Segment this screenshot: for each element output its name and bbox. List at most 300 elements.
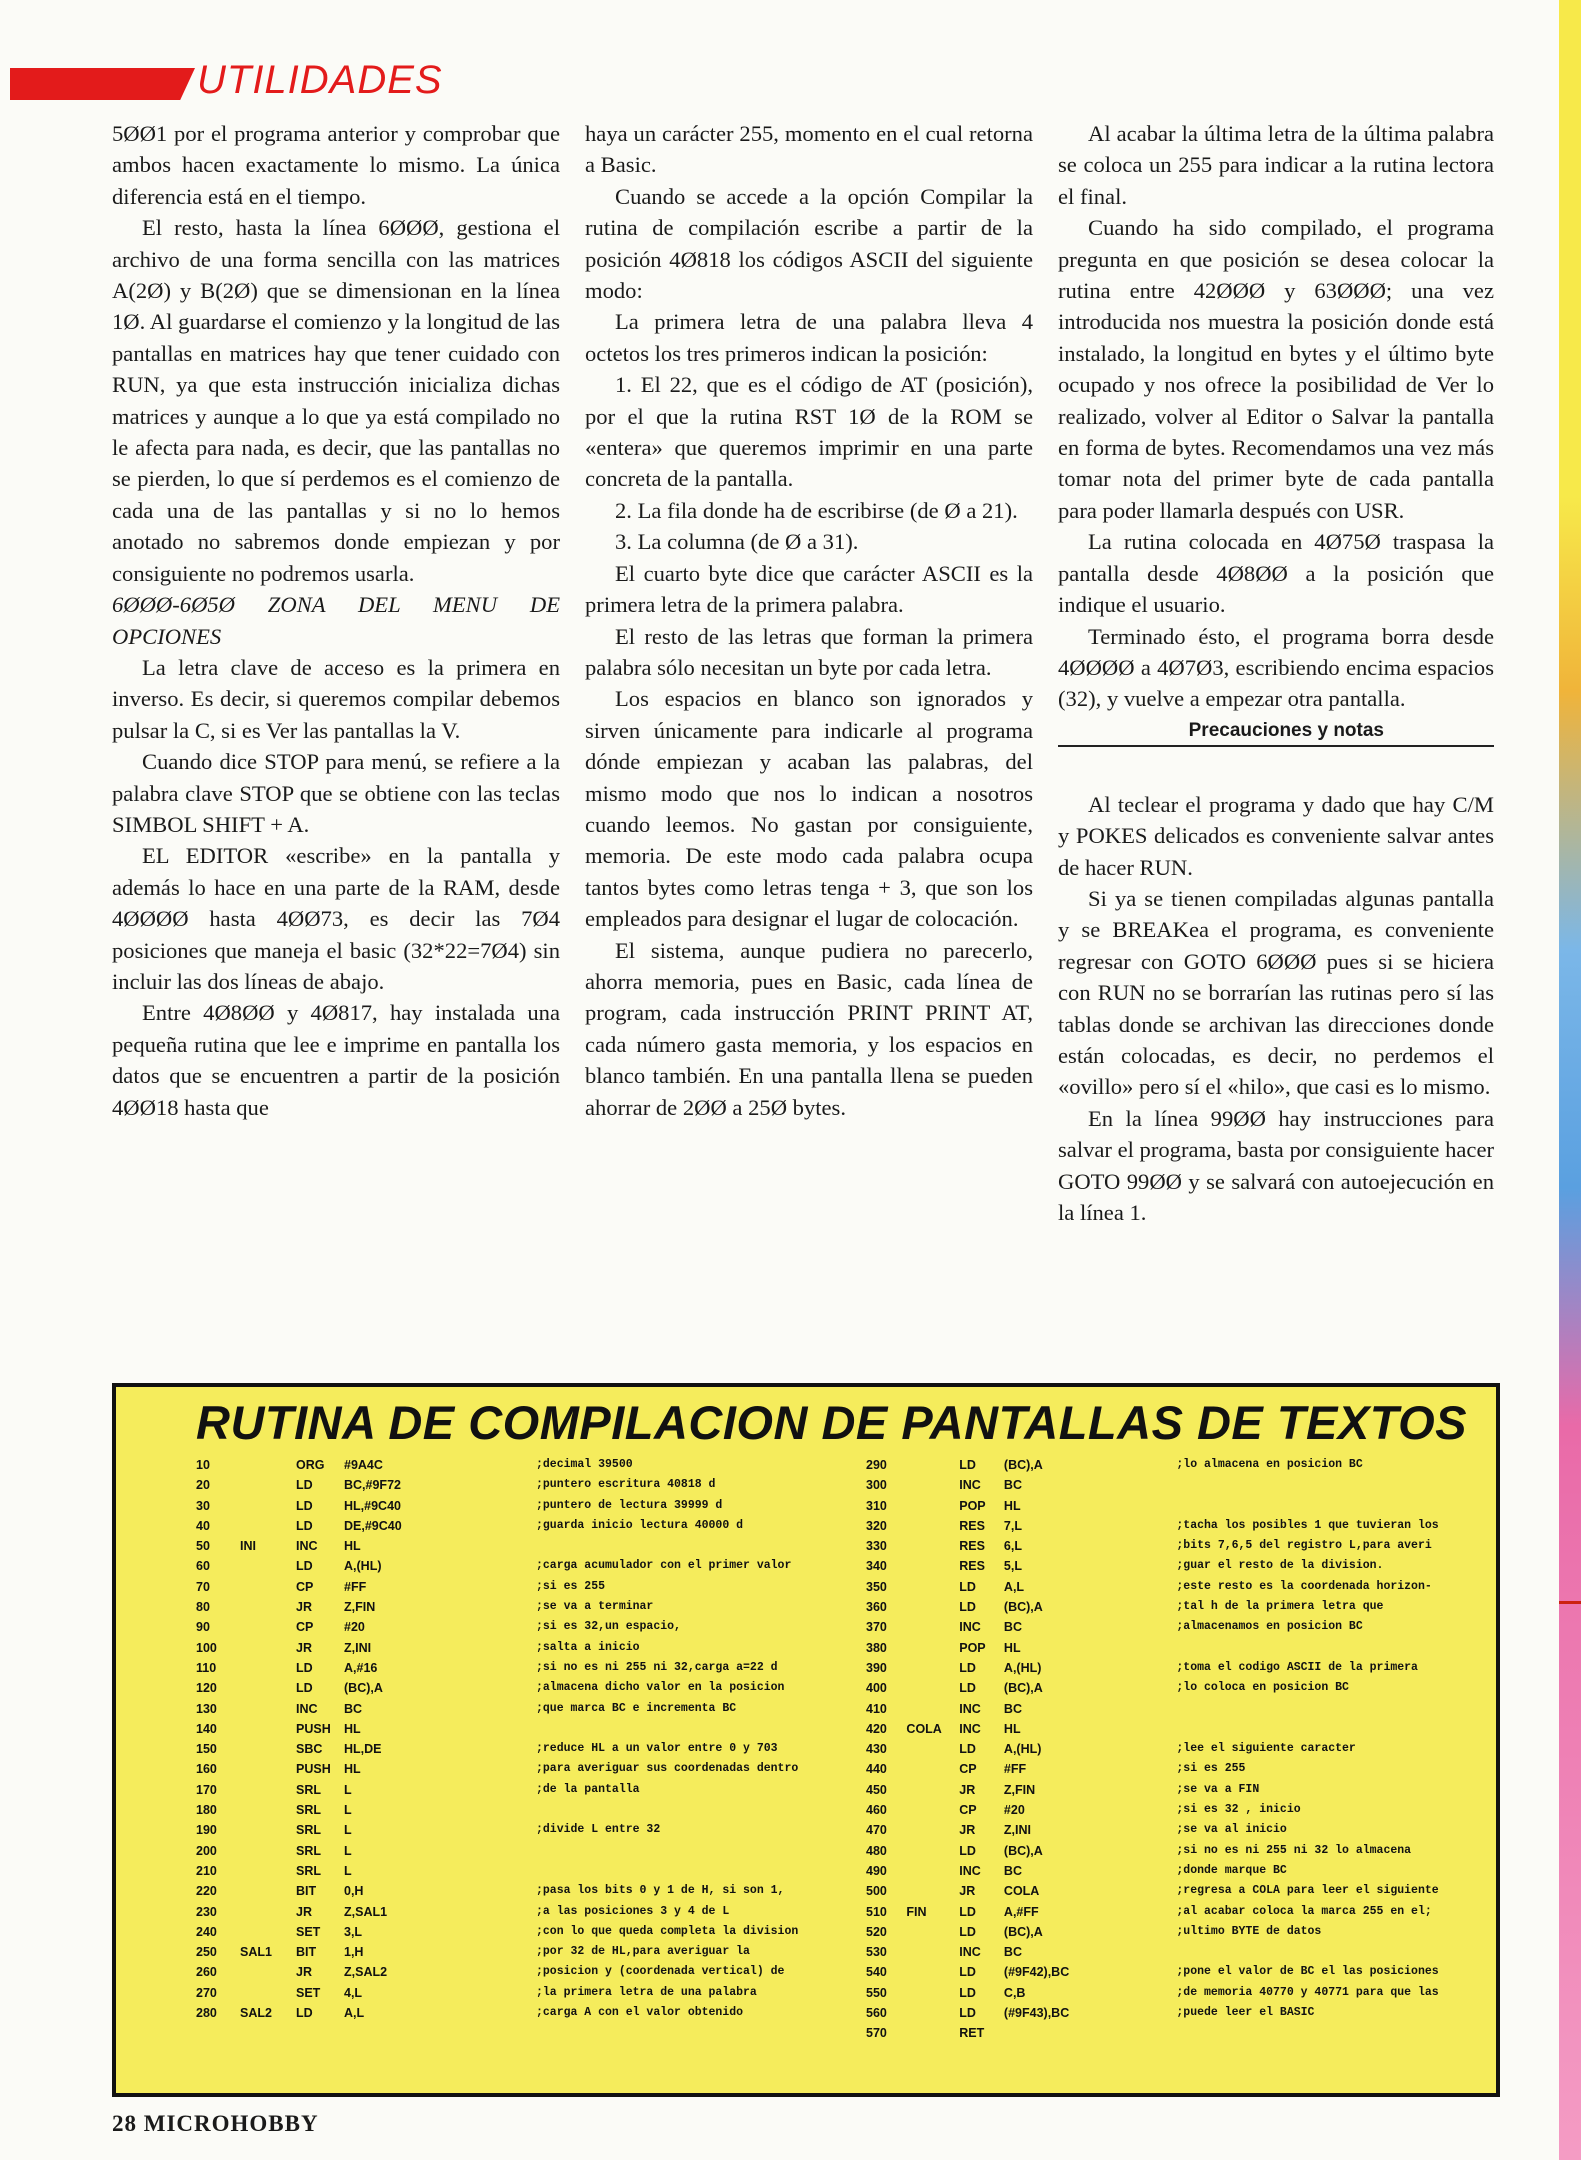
line-number: 350: [866, 1579, 887, 1594]
opcode: LD: [959, 1965, 976, 1980]
opcode: INC: [296, 1701, 318, 1716]
text-column-3: [1058, 118, 1494, 1228]
comment: ;puntero de lectura 39999 d: [536, 1498, 723, 1512]
page-edge-mark: [1559, 1601, 1581, 1604]
code-line: [866, 2023, 1496, 2043]
paragraph: Cuando dice STOP para menú, se refiere a la palabra clave STOP que se obtiene con las teclas SIMBOL SHIFT + A.: [112, 749, 560, 837]
operand: L: [344, 1843, 352, 1858]
code-line: [196, 1841, 866, 1861]
operand: 5,L: [1003, 1559, 1022, 1574]
comment: [536, 1841, 866, 1861]
line-number: 340: [866, 1559, 887, 1574]
comment: ;reduce HL a un valor entre 0 y 703: [536, 1742, 778, 1756]
paragraph: Si ya se tienen compiladas algunas pantalla y se BREAKea el programa, es conveniente regresar con GOTO 6ØØØ pues si se hiciera con RUN no se borrarían las rutinas pero sí las tablas donde se archivan las direcciones donde están colocadas, es decir, no perdemos el «ovillo» pero sí el «hilo», que casi es lo mismo.: [1058, 885, 1494, 1100]
comment: ;por 32 de HL,para averiguar la: [536, 1945, 750, 1959]
label: FIN: [906, 1904, 927, 1919]
comment: ;si es 32,un espacio,: [536, 1620, 681, 1634]
code-line: [196, 1922, 866, 1942]
line-number: 150: [196, 1742, 217, 1757]
operand: 6,L: [1003, 1539, 1022, 1554]
label: [906, 1699, 959, 1719]
label: [906, 1739, 959, 1759]
operand: DE,#9C40: [344, 1518, 402, 1533]
operand: #20: [344, 1620, 365, 1635]
code-line: [196, 1881, 866, 1901]
code-line: [866, 1922, 1496, 1942]
comment: [1176, 1496, 1496, 1516]
code-line: [866, 1638, 1496, 1658]
opcode: LD: [296, 1660, 313, 1675]
paragraph: 5ØØ1 por el programa anterior y comprobar que ambos hacen exactamente lo mismo. La única diferencia está en el tiempo.: [112, 121, 560, 209]
label: [906, 1922, 959, 1942]
code-line: [196, 1516, 866, 1536]
code-line: [866, 1455, 1496, 1475]
label: [906, 1516, 959, 1536]
label: [906, 1496, 959, 1516]
opcode: CP: [296, 1579, 314, 1594]
comment: [1176, 1719, 1496, 1739]
comment: ;guar el resto de la division.: [1176, 1559, 1384, 1573]
line-number: 50: [196, 1539, 210, 1554]
opcode: LD: [296, 2006, 313, 2021]
line-number: 330: [866, 1539, 887, 1554]
label: [240, 1455, 296, 1475]
label: [240, 1759, 296, 1779]
line-number: 460: [866, 1803, 887, 1818]
paragraph: 2. La fila donde ha de escribirse (de Ø a 21).: [615, 497, 1018, 523]
opcode: LD: [959, 1924, 976, 1939]
code-line: [196, 1759, 866, 1779]
label: SAL1: [240, 1945, 272, 1960]
label: [240, 1881, 296, 1901]
label: [240, 1678, 296, 1698]
label: [240, 1820, 296, 1840]
opcode: LD: [296, 1498, 313, 1513]
label: [240, 1861, 296, 1881]
operand: HL: [344, 1721, 361, 1736]
code-line: [866, 1841, 1496, 1861]
opcode: SRL: [296, 1782, 321, 1797]
comment: ;bits 7,6,5 del registro L,para averi: [1176, 1539, 1432, 1553]
operand: A,(HL): [1003, 1742, 1042, 1757]
line-number: 80: [196, 1600, 210, 1615]
code-line: [196, 1475, 866, 1495]
opcode: INC: [959, 1620, 981, 1635]
label: [906, 1983, 959, 2003]
operand: #20: [1003, 1803, 1025, 1818]
operand: BC,#9F72: [344, 1478, 401, 1493]
code-line: [866, 1861, 1496, 1881]
comment: ;carga A con el valor obtenido: [536, 2006, 744, 2020]
opcode: RES: [959, 1559, 985, 1574]
operand: A,(HL): [344, 1559, 382, 1574]
comment: ;de la pantalla: [536, 1782, 640, 1796]
opcode: BIT: [296, 1945, 317, 1960]
line-number: 140: [196, 1721, 217, 1736]
opcode: JR: [296, 1640, 312, 1655]
line-number: 100: [196, 1640, 217, 1655]
code-line: [866, 1516, 1496, 1536]
operand: 0,H: [344, 1884, 364, 1899]
label: [906, 1658, 959, 1678]
label: [240, 1556, 296, 1576]
opcode: SET: [296, 1985, 321, 2000]
code-line: [866, 1962, 1496, 1982]
line-number: 10: [196, 1458, 210, 1472]
comment: [536, 1536, 866, 1556]
code-line: [866, 2003, 1496, 2023]
comment: ;toma el codigo ASCII de la primera: [1176, 1660, 1418, 1674]
label: [906, 1536, 959, 1556]
comment: ;posicion y (coordenada vertical) de: [536, 1965, 785, 1979]
opcode: ORG: [296, 1458, 325, 1472]
operand: A,#FF: [1003, 1904, 1039, 1919]
subheading: Precauciones y notas: [1058, 717, 1494, 747]
label: [906, 2023, 959, 2043]
operand: HL: [1003, 1721, 1021, 1736]
label: [240, 1597, 296, 1617]
label: [906, 2003, 959, 2023]
line-number: 20: [196, 1478, 210, 1493]
comment: ;regresa a COLA para leer el siguiente: [1176, 1884, 1439, 1898]
line-number: 510: [866, 1904, 887, 1919]
page-edge-color-strip: [1559, 0, 1581, 2160]
comment: ;tal h de la primera letra que: [1176, 1600, 1384, 1614]
label: [240, 1983, 296, 2003]
operand: A,L: [344, 2006, 365, 2021]
opcode: POP: [959, 1640, 986, 1655]
comment: ;lo almacena en posicion BC: [1176, 1458, 1363, 1471]
label: COLA: [906, 1721, 942, 1736]
operand: 4,L: [344, 1985, 363, 2000]
opcode: LD: [959, 1843, 976, 1858]
line-number: 480: [866, 1843, 887, 1858]
comment: ;a las posiciones 3 y 4 de L: [536, 1904, 730, 1918]
label: [240, 1699, 296, 1719]
opcode: LD: [959, 1458, 976, 1472]
line-number: 410: [866, 1701, 887, 1716]
operand: A,#16: [344, 1660, 378, 1675]
opcode: SRL: [296, 1843, 321, 1858]
code-line: [866, 1577, 1496, 1597]
operand: BC: [1003, 1945, 1022, 1960]
opcode: CP: [959, 1803, 977, 1818]
line-number: 60: [196, 1559, 210, 1574]
comment: ;pone el valor de BC el las posiciones: [1176, 1965, 1439, 1979]
operand: HL,DE: [344, 1742, 382, 1757]
line-number: 40: [196, 1518, 210, 1533]
text-column-2: [585, 118, 1033, 1123]
opcode: CP: [959, 1762, 977, 1777]
label: SAL2: [240, 2006, 272, 2021]
opcode: JR: [959, 1782, 976, 1797]
comment: ;al acabar coloca la marca 255 en el;: [1176, 1904, 1432, 1918]
opcode: JR: [296, 1965, 312, 1980]
line-number: 360: [866, 1600, 887, 1615]
operand: L: [344, 1863, 352, 1878]
operand: BC: [1003, 1701, 1022, 1716]
operand: HL: [1003, 1498, 1021, 1513]
code-line: [196, 1577, 866, 1597]
code-line: [866, 1658, 1496, 1678]
code-line: [196, 1597, 866, 1617]
code-line: [196, 1496, 866, 1516]
comment: ;tacha los posibles 1 que tuvieran los: [1176, 1518, 1439, 1532]
comment: ;pasa los bits 0 y 1 de H, si son 1,: [536, 1884, 785, 1898]
comment: ;lee el siguiente caracter: [1176, 1742, 1356, 1756]
label: [906, 1455, 959, 1475]
code-line: [866, 1820, 1496, 1840]
operand: L: [344, 1803, 352, 1818]
line-number: 490: [866, 1863, 887, 1878]
paragraph: La rutina colocada en 4Ø75Ø traspasa la pantalla desde 4Ø8ØØ a la posición que indique el usuario.: [1058, 529, 1494, 618]
comment: ;divide L entre 32: [536, 1823, 661, 1837]
opcode: LD: [959, 1742, 976, 1757]
label: [240, 1902, 296, 1922]
comment: ;ultimo BYTE de datos: [1176, 1924, 1322, 1938]
code-line: [866, 1475, 1496, 1495]
comment: ;lo coloca en posicion BC: [1176, 1681, 1349, 1695]
opcode: INC: [959, 1945, 981, 1960]
operand: (#9F42),BC: [1003, 1965, 1070, 1980]
line-number: 160: [196, 1762, 217, 1777]
comment: ;salta a inicio: [536, 1640, 640, 1654]
comment: ;si no es ni 255 ni 32 lo almacena: [1176, 1843, 1412, 1857]
comment: ;puntero escritura 40818 d: [536, 1478, 716, 1492]
code-line: [866, 1597, 1496, 1617]
line-number: 240: [196, 1924, 217, 1939]
comment: [1176, 2023, 1496, 2043]
opcode: LD: [296, 1518, 313, 1533]
label: [240, 1638, 296, 1658]
operand: Z,INI: [1003, 1823, 1032, 1838]
operand: (BC),A: [1003, 1681, 1043, 1696]
code-line: [196, 1962, 866, 1982]
code-line: [196, 1678, 866, 1698]
code-line: [196, 1942, 866, 1962]
label: [906, 1841, 959, 1861]
comment: ;se va a terminar: [536, 1600, 654, 1614]
label: [240, 1617, 296, 1637]
comment: ;puede leer el BASIC: [1176, 2006, 1315, 2020]
label: [240, 1475, 296, 1495]
code-line: [196, 1739, 866, 1759]
text-column-1: [112, 118, 560, 1123]
line-number: 280: [196, 2006, 217, 2021]
comment: [536, 1800, 866, 1820]
operand: BC: [1003, 1863, 1022, 1878]
operand: (BC),A: [1003, 1843, 1043, 1858]
comment: [536, 1861, 866, 1881]
label: [906, 1678, 959, 1698]
paragraph: El resto de las letras que forman la primera palabra sólo necesitan un byte por cada letra.: [585, 623, 1033, 680]
operand: (#9F43),BC: [1003, 2006, 1070, 2021]
listing-title: RUTINA DE COMPILACION DE PANTALLAS DE TEXTOS: [196, 1396, 1468, 1449]
opcode: RES: [959, 1539, 985, 1554]
label: [240, 1496, 296, 1516]
label: [906, 1638, 959, 1658]
paragraph: El cuarto byte dice que carácter ASCII es la primera letra de la primera palabra.: [585, 560, 1033, 618]
code-line: [866, 1719, 1496, 1739]
label: [240, 1841, 296, 1861]
comment: [1176, 1475, 1496, 1495]
operand: A,(HL): [1003, 1660, 1042, 1675]
line-number: 540: [866, 1965, 887, 1980]
operand: L: [344, 1823, 352, 1838]
line-number: 570: [866, 2026, 887, 2041]
operand: (BC),A: [1003, 1924, 1043, 1939]
paragraph: Al acabar la última letra de la última palabra se coloca un 255 para indicar a la rutina lectora el final.: [1058, 121, 1494, 209]
code-line: [196, 1719, 866, 1739]
comment: ;para averiguar sus coordenadas dentro: [536, 1762, 799, 1776]
comment: [536, 1719, 866, 1739]
paragraph: Al teclear el programa y dado que hay C/M y POKES delicados es conveniente salvar antes de hacer RUN.: [1058, 791, 1494, 880]
paragraph: La primera letra de una palabra lleva 4 octetos los tres primeros indican la posición:: [585, 309, 1033, 366]
label: [906, 1617, 959, 1637]
label: [906, 1881, 959, 1901]
label: [906, 1800, 959, 1820]
line-number: 30: [196, 1498, 210, 1513]
operand: #FF: [344, 1579, 367, 1594]
line-number: 380: [866, 1640, 887, 1655]
opcode: SBC: [296, 1742, 323, 1757]
code-line: [866, 1496, 1496, 1516]
operand: 3,L: [344, 1924, 363, 1939]
label: [240, 1800, 296, 1820]
comment: [1176, 1638, 1496, 1658]
operand: Z,FIN: [1003, 1782, 1036, 1797]
comment: ;si es 255: [536, 1579, 606, 1593]
operand: #9A4C: [344, 1458, 383, 1472]
code-line: [866, 1942, 1496, 1962]
operand: [1004, 2023, 1176, 2043]
operand: HL: [344, 1762, 361, 1777]
opcode: LD: [959, 1660, 976, 1675]
line-number: 70: [196, 1579, 210, 1594]
opcode: SRL: [296, 1823, 321, 1838]
opcode: SET: [296, 1924, 321, 1939]
operand: 1,H: [344, 1945, 364, 1960]
paragraph: haya un carácter 255, momento en el cual retorna a Basic.: [585, 121, 1033, 178]
paragraph: 1. El 22, que es el código de AT (posición), por el que la rutina RST 1Ø de la ROM se «entera» que queremos imprimir en una parte concreta de la pantalla.: [585, 372, 1033, 492]
operand: HL,#9C40: [344, 1498, 401, 1513]
comment: [1176, 1699, 1496, 1719]
opcode: LD: [296, 1681, 313, 1696]
opcode: JR: [959, 1884, 976, 1899]
code-line: [196, 1638, 866, 1658]
operand: Z,FIN: [344, 1600, 376, 1615]
code-line: [196, 1902, 866, 1922]
line-number: 270: [196, 1985, 217, 2000]
code-line: [196, 1699, 866, 1719]
code-line: [866, 1617, 1496, 1637]
label: [240, 1719, 296, 1739]
label: [240, 1780, 296, 1800]
line-number: 470: [866, 1823, 887, 1838]
line-number: 110: [196, 1660, 217, 1675]
page-footer: 28 MICROHOBBY: [112, 2111, 319, 2136]
opcode: INC: [296, 1539, 318, 1554]
line-number: 210: [196, 1863, 217, 1878]
comment: ;donde marque BC: [1176, 1863, 1287, 1877]
section-title: UTILIDADES: [197, 58, 443, 102]
line-number: 500: [866, 1884, 887, 1899]
operand: BC: [1003, 1620, 1022, 1635]
opcode: POP: [959, 1498, 986, 1513]
paragraph: La letra clave de acceso es la primera en inverso. Es decir, si queremos compilar debemos pulsar la C, si es Ver las pantallas la V.: [112, 654, 560, 743]
operand: C,B: [1003, 1985, 1026, 2000]
code-line: [196, 1820, 866, 1840]
opcode: LD: [959, 1600, 976, 1615]
code-line: [866, 1780, 1496, 1800]
operand: Z,INI: [344, 1640, 372, 1655]
operand: L: [344, 1782, 352, 1797]
code-line: [866, 1699, 1496, 1719]
code-line: [196, 1861, 866, 1881]
code-line: [196, 1780, 866, 1800]
line-number: 200: [196, 1843, 217, 1858]
code-line: [866, 1902, 1496, 1922]
line-number: 260: [196, 1965, 217, 1980]
code-line: [196, 1617, 866, 1637]
line-number: 310: [866, 1498, 887, 1513]
label: [240, 1922, 296, 1942]
code-line: [866, 1759, 1496, 1779]
comment: ;con lo que queda completa la division: [536, 1924, 799, 1938]
label: [906, 1597, 959, 1617]
paragraph: Entre 4Ø8ØØ y 4Ø817, hay instalada una pequeña rutina que lee e imprime en pantalla los datos que se encuentren a partir de la posición 4ØØ18 hasta que: [112, 1000, 560, 1120]
line-number: 370: [866, 1620, 887, 1635]
code-line: [866, 1556, 1496, 1576]
operand: COLA: [1003, 1884, 1040, 1899]
opcode: RES: [959, 1518, 985, 1533]
label: INI: [240, 1539, 256, 1554]
line-number: 420: [866, 1721, 887, 1736]
code-line: [866, 1678, 1496, 1698]
operand: Z,SAL2: [344, 1965, 388, 1980]
code-line: [196, 1455, 866, 1475]
opcode: PUSH: [296, 1721, 331, 1736]
operand: BC: [344, 1701, 363, 1716]
line-number: 390: [866, 1660, 887, 1675]
label: [240, 1516, 296, 1536]
line-number: 180: [196, 1803, 217, 1818]
comment: ;carga acumulador con el primer valor: [536, 1559, 792, 1573]
code-line: [866, 1881, 1496, 1901]
code-line: [196, 2003, 866, 2023]
paragraph: Cuando ha sido compilado, el programa pregunta en que posición se desea colocar la rutina entre 42ØØØ y 63ØØØ; una vez introducida nos muestra la posición donde está instalado, la longitud en bytes y el último byte ocupado y nos ofrece la posibilidad de Ver lo realizado, volver al Editor o Salvar la pantalla en forma de bytes. Recomendamos una vez más tomar nota del primer byte de cada pantalla para poder llamarla después con USR.: [1058, 215, 1494, 523]
opcode: LD: [959, 1579, 976, 1594]
operand: HL: [1003, 1640, 1021, 1655]
label: [906, 1942, 959, 1962]
opcode: LD: [296, 1478, 313, 1493]
code-line: [866, 1536, 1496, 1556]
opcode: JR: [296, 1904, 312, 1919]
comment: ;si no es ni 255 ni 32,carga a=22 d: [536, 1660, 778, 1674]
opcode: JR: [296, 1600, 312, 1615]
operand: 7,L: [1003, 1518, 1022, 1533]
label: [240, 1658, 296, 1678]
code-line: [866, 1800, 1496, 1820]
opcode: LD: [959, 1681, 976, 1696]
label: [906, 1780, 959, 1800]
label: [906, 1556, 959, 1576]
line-number: 440: [866, 1762, 887, 1777]
label: [906, 1759, 959, 1779]
line-number: 550: [866, 1985, 887, 2000]
line-number: 520: [866, 1924, 887, 1939]
line-number: 230: [196, 1904, 217, 1919]
